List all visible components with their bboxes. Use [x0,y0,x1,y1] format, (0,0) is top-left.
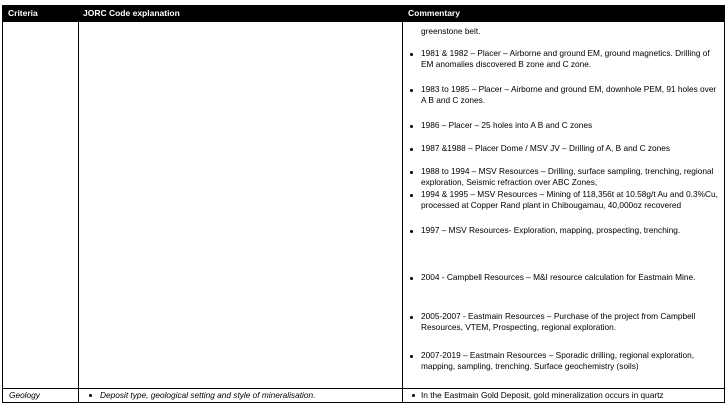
geology-commentary: In the Eastmain Gold Deposit, gold mineralization occurs in quartz [421,390,664,400]
bullet [89,394,92,397]
bullet [410,277,413,280]
history-item: 1983 to 1985 – Placer – Airborne and ground EM, downhole PEM, 91 holes over A B and C zones. [421,84,717,105]
row-divider [3,388,724,389]
bullet [410,355,413,358]
history-item: 1981 & 1982 – Placer – Airborne and ground EM, ground magnetics. Drilling of EM anomalies discovered B zone and C zone. [421,48,710,69]
history-item: 1987 &1988 – Placer Dome / MSV JV – Drilling of A, B and C zones [421,143,671,153]
history-item: 1997 – MSV Resources- Exploration, mapping, prospecting, trenching. [421,225,681,235]
history-item: 2004 - Campbell Resources – M&I resource calculation for Eastmain Mine. [421,272,696,282]
bullet [410,125,413,128]
header-jorc-explanation: JORC Code explanation [83,8,180,18]
header-criteria: Criteria [8,8,38,18]
history-item: 1988 to 1994 – MSV Resources – Drilling, surface sampling, trenching, regional exploration, Seismic refraction over ABC Zones, [421,166,714,187]
column-divider [402,22,403,402]
geology-explanation: Deposit type, geological setting and style of mineralisation. [100,390,316,400]
history-item: 2005-2007 - Eastmain Resources – Purchase of the project from Campbell Resources, VTEM, Prospecting, regional exploration. [421,311,696,332]
history-item: 1994 & 1995 – MSV Resources – Mining of 118,356t at 10.58g/t Au and 0.3%Cu, processed at Copper Rand plant in Chibougamau, 40,000oz recovered [421,189,718,210]
bullet [410,148,413,151]
bullet [410,316,413,319]
bullet [410,89,413,92]
bullet [410,171,413,174]
column-divider [78,22,79,402]
bullet [410,53,413,56]
table-header [3,5,724,22]
bullet [410,230,413,233]
commentary-continuation: greenstone belt. [421,26,481,36]
bullet [412,394,415,397]
geology-criteria: Geology [9,390,40,400]
bullet [410,194,413,197]
history-item: 1986 – Placer – 25 holes into A B and C zones [421,120,593,130]
header-commentary: Commentary [408,8,460,18]
history-item: 2007-2019 – Eastmain Resources – Sporadic drilling, regional exploration, mapping, sampling, trenching. Surface geochemistry (soils) [421,350,695,371]
